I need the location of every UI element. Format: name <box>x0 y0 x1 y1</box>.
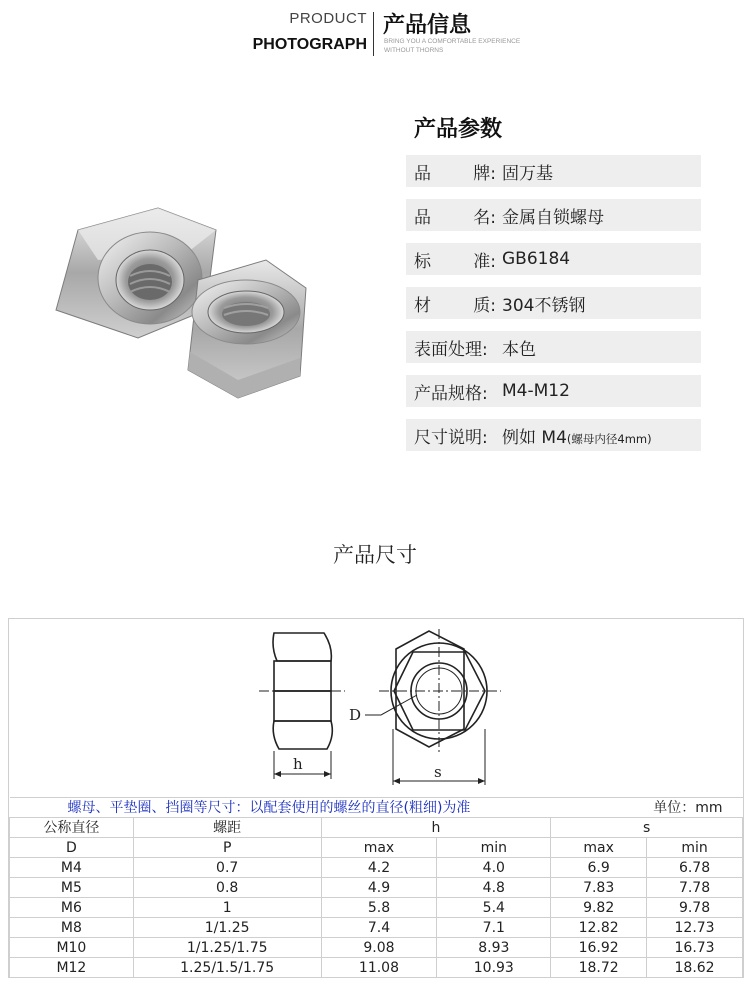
technical-drawing <box>9 619 743 797</box>
cell-d: M12 <box>10 958 134 978</box>
param-key-a: 表面处理: <box>414 339 488 360</box>
cell-h-max: 11.08 <box>321 958 437 978</box>
param-row-material <box>406 287 701 319</box>
table-header-row-2 <box>10 838 743 858</box>
cell-d: M5 <box>10 878 134 898</box>
cell-h-max: 9.08 <box>321 938 437 958</box>
table-row <box>10 958 743 978</box>
cell-d: M10 <box>10 938 134 958</box>
label-d: D <box>349 706 362 724</box>
cell-p: 1/1.25 <box>133 918 321 938</box>
param-row-brand <box>406 155 701 187</box>
front-view <box>365 629 501 785</box>
header-p: P <box>133 838 321 858</box>
cell-d: M8 <box>10 918 134 938</box>
param-value: 304不锈钢 <box>502 295 586 316</box>
param-value: M4-M12 <box>502 381 570 401</box>
cell-h-min: 7.1 <box>437 918 551 938</box>
page-header <box>0 8 750 60</box>
header-divider <box>373 12 374 56</box>
cell-p: 1.25/1.5/1.75 <box>133 958 321 978</box>
header-s-max: max <box>551 838 647 858</box>
header-en-line1: PRODUCT <box>289 10 367 27</box>
cell-s-max: 12.82 <box>551 918 647 938</box>
cell-s-min: 18.62 <box>647 958 743 978</box>
label-s: s <box>434 763 442 781</box>
header-en-line2: PHOTOGRAPH <box>252 36 367 53</box>
cell-d: M4 <box>10 858 134 878</box>
cell-s-max: 7.83 <box>551 878 647 898</box>
table-row <box>10 918 743 938</box>
nut-right <box>188 260 306 398</box>
header-d: D <box>10 838 134 858</box>
param-key-a: 材 <box>414 295 431 316</box>
cell-h-max: 5.8 <box>321 898 437 918</box>
param-key-a: 尺寸说明: <box>414 427 488 448</box>
table-note-row <box>10 798 743 818</box>
param-key <box>406 335 496 360</box>
table-header-row-1 <box>10 818 743 838</box>
cell-h-min: 4.0 <box>437 858 551 878</box>
cell-p: 0.8 <box>133 878 321 898</box>
param-value: 金属自锁螺母 <box>502 207 604 228</box>
param-row-standard <box>406 243 701 275</box>
param-value-main: 例如 M4 <box>502 427 567 448</box>
cell-s-min: 9.78 <box>647 898 743 918</box>
cell-h-min: 4.8 <box>437 878 551 898</box>
param-key <box>406 247 496 272</box>
param-row-name <box>406 199 701 231</box>
param-value-small: (螺母内径4mm) <box>566 431 652 446</box>
label-h: h <box>293 755 303 773</box>
param-row-size-note <box>406 419 701 451</box>
cell-h-max: 7.4 <box>321 918 437 938</box>
cell-s-min: 12.73 <box>647 918 743 938</box>
cell-s-max: 18.72 <box>551 958 647 978</box>
cell-s-min: 7.78 <box>647 878 743 898</box>
header-s-min: min <box>647 838 743 858</box>
params-title: 产品参数 <box>414 117 503 142</box>
product-photo <box>38 190 308 410</box>
header-subtitle <box>384 37 520 55</box>
cell-p: 1/1.25/1.75 <box>133 938 321 958</box>
param-key-a: 产品规格: <box>414 383 488 404</box>
header-subtitle-line2: WITHOUT THORNS <box>384 47 444 54</box>
header-h-min: min <box>437 838 551 858</box>
cell-h-min: 10.93 <box>437 958 551 978</box>
param-key <box>406 379 496 404</box>
param-key <box>406 423 496 448</box>
cell-h-min: 5.4 <box>437 898 551 918</box>
header-pitch: 螺距 <box>133 818 321 838</box>
table-row <box>10 858 743 878</box>
param-value: GB6184 <box>502 249 571 269</box>
cell-s-max: 6.9 <box>551 858 647 878</box>
param-key-b: 牌: <box>473 163 496 184</box>
cell-p: 0.7 <box>133 858 321 878</box>
table-row <box>10 898 743 918</box>
header-h-max: max <box>321 838 437 858</box>
param-key <box>406 159 496 184</box>
param-value: 固万基 <box>502 163 553 184</box>
cell-s-min: 6.78 <box>647 858 743 878</box>
dimensions-table <box>9 797 743 978</box>
param-value: 本色 <box>502 339 536 360</box>
param-key-a: 品 <box>414 207 431 228</box>
param-value <box>496 423 652 448</box>
cell-h-max: 4.9 <box>321 878 437 898</box>
cell-s-max: 16.92 <box>551 938 647 958</box>
cell-h-max: 4.2 <box>321 858 437 878</box>
dimensions-table-frame <box>8 618 744 978</box>
param-row-finish <box>406 331 701 363</box>
param-row-spec <box>406 375 701 407</box>
header-s: s <box>551 818 743 838</box>
table-unit: 单位：mm <box>551 798 743 818</box>
header-h: h <box>321 818 551 838</box>
param-key-b: 名: <box>473 207 496 228</box>
cell-p: 1 <box>133 898 321 918</box>
cell-h-min: 8.93 <box>437 938 551 958</box>
param-key-b: 质: <box>473 295 496 316</box>
param-key-a: 品 <box>414 163 431 184</box>
header-subtitle-line1: BRING YOU A COMFORTABLE EXPERIENCE <box>384 38 521 45</box>
param-key <box>406 203 496 228</box>
table-note: 螺母、平垫圈、挡圈等尺寸：以配套使用的螺丝的直径(粗细)为准 <box>10 798 551 818</box>
cell-d: M6 <box>10 898 134 918</box>
nut-left <box>56 208 216 338</box>
header-nominal-diameter: 公称直径 <box>10 818 134 838</box>
cell-s-min: 16.73 <box>647 938 743 958</box>
param-key <box>406 291 496 316</box>
dimensions-title: 产品尺寸 <box>333 543 417 567</box>
table-row <box>10 878 743 898</box>
table-row <box>10 938 743 958</box>
cell-s-max: 9.82 <box>551 898 647 918</box>
param-key-a: 标 <box>414 251 431 272</box>
param-key-b: 准: <box>473 251 496 272</box>
header-title: 产品信息 <box>383 13 472 38</box>
